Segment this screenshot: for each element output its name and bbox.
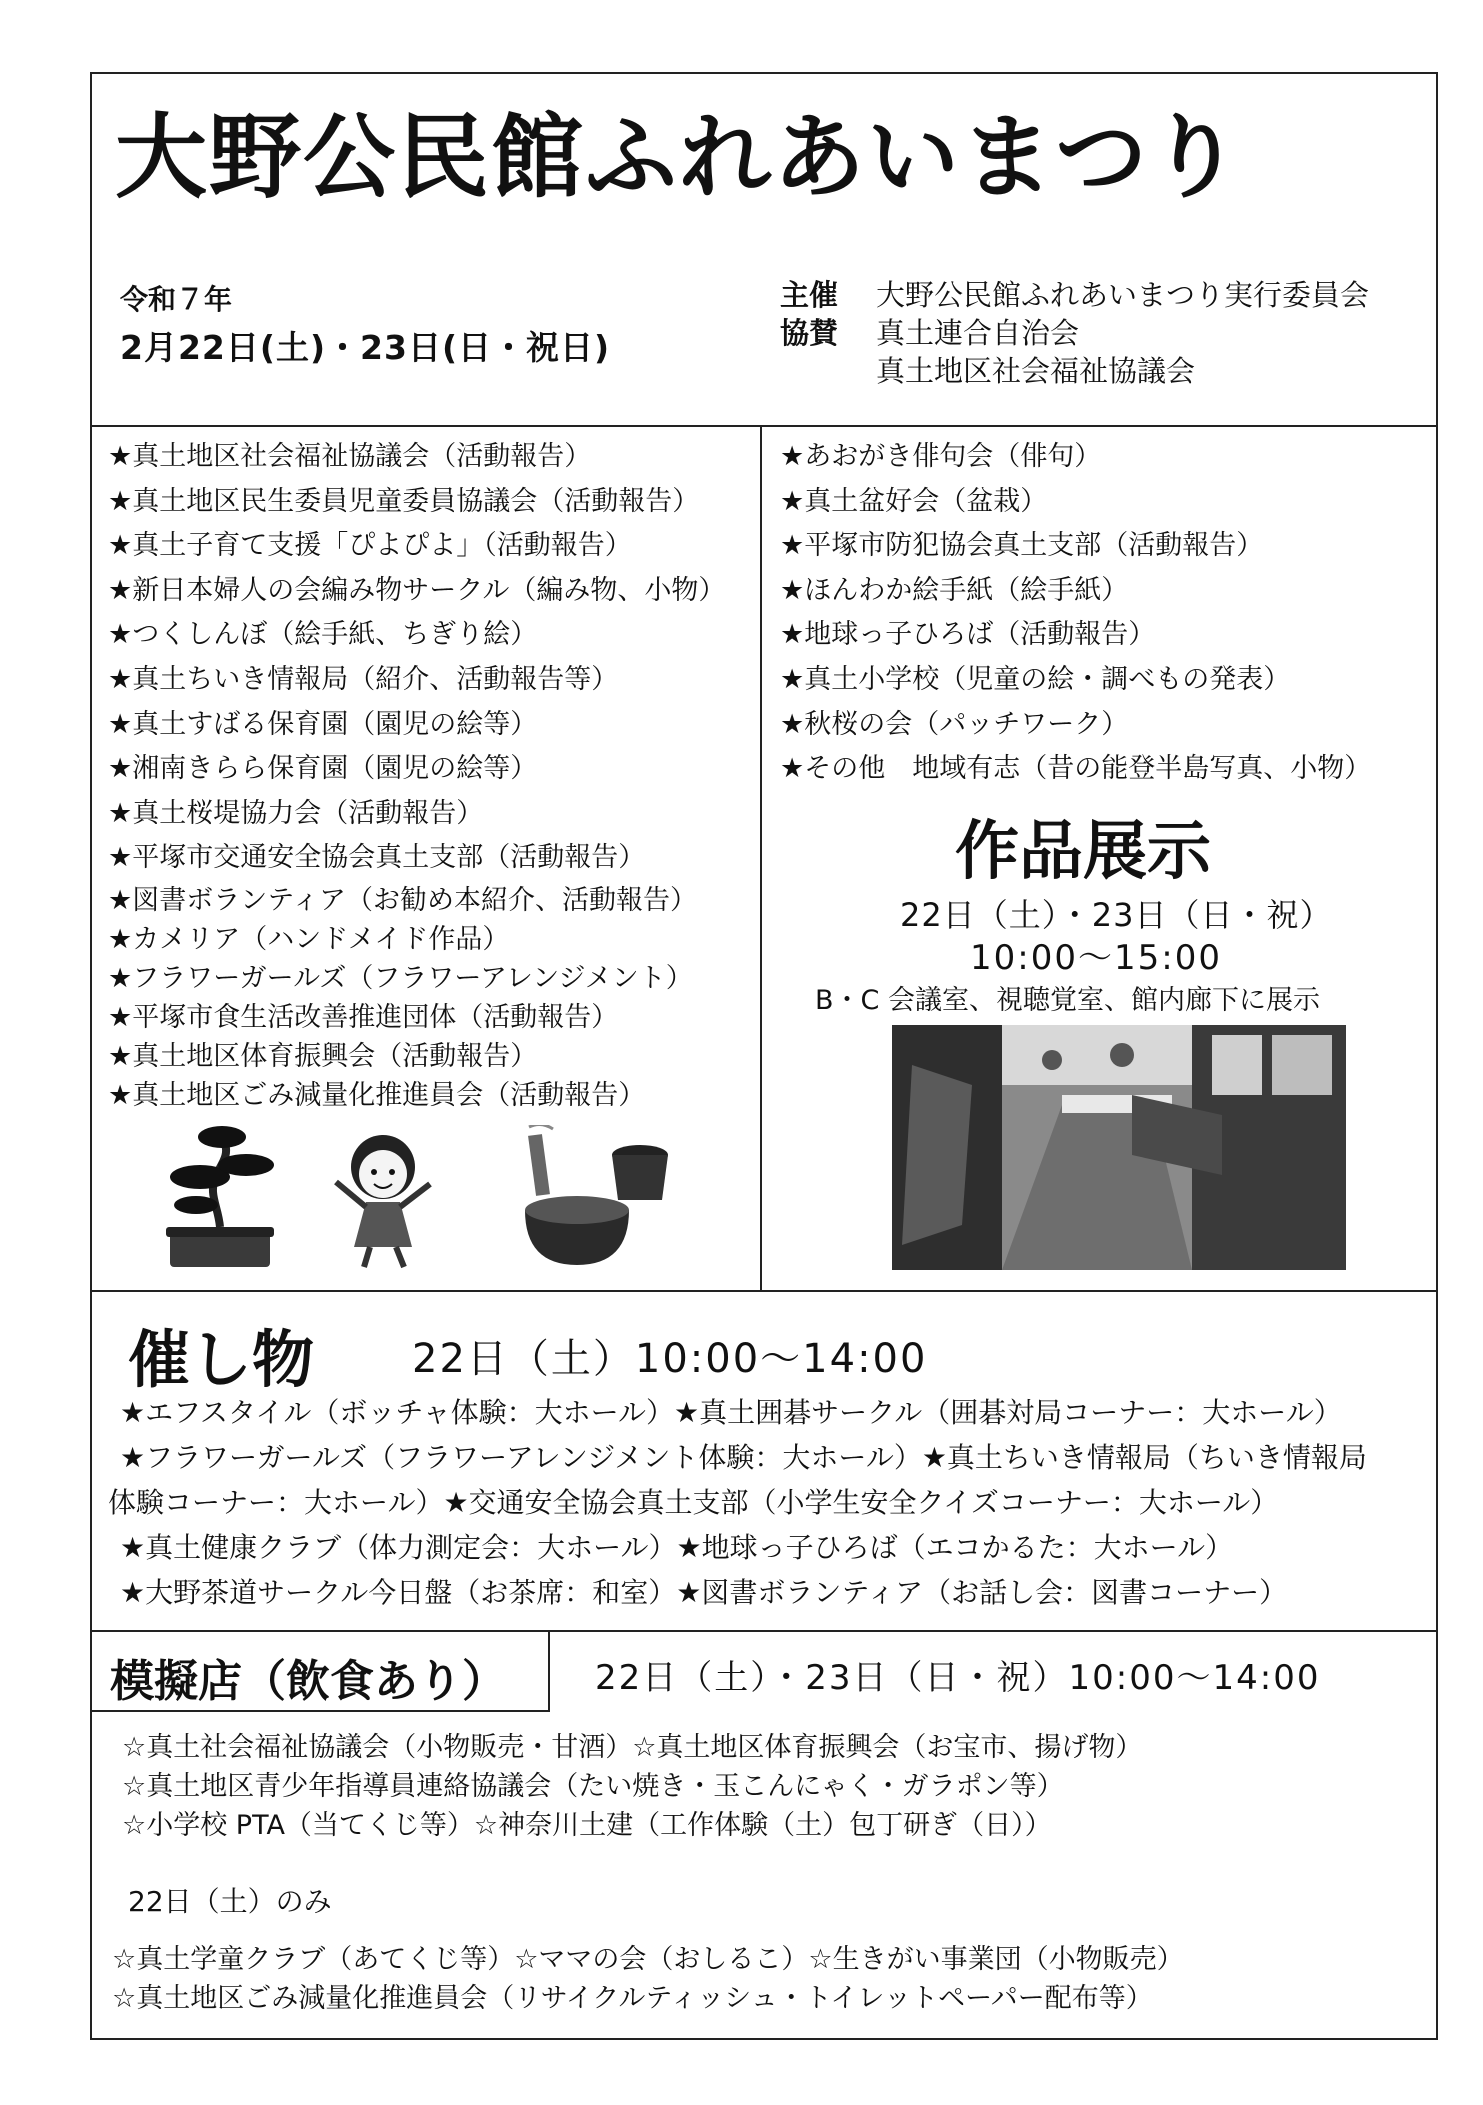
exhibition-photo [892,1025,1346,1270]
list-item: ★つくしんぼ（絵手紙、ちぎり絵） [108,619,538,651]
organizer-value: 真土連合自治会 [876,316,1080,350]
event-year: 令和７年 [120,283,233,316]
list-item: ★真土子育て支援「ぴよぴよ」（活動報告） [108,530,632,562]
divider-exhibits [90,1290,1438,1292]
list-item: ★地球っ子ひろば（活動報告） [780,619,1156,651]
event-dates: 2月22日(土)・23日(日・祝日) [120,328,611,367]
exhibition-dates: 22日（土）・23日（日・祝） [900,896,1333,934]
list-item: ★真土すばる保育園（園児の絵等） [108,708,538,740]
list-item: ☆小学校 PTA（当てくじ等）☆神奈川土建（工作体験（土）包丁研ぎ（日）） [122,1810,1052,1841]
list-item: ★真土地区体育振興会（活動報告） [108,1040,538,1072]
exhibit-list-left [108,435,725,1115]
list-item: ★新日本婦人の会編み物サークル（編み物、小物） [108,574,726,606]
list-item: ★真土地区ごみ減量化推進員会（活動報告） [108,1079,646,1111]
list-item: ★湘南きらら保育園（園児の絵等） [108,753,538,785]
organizer-row [780,276,1369,314]
list-item: ★あおがき俳句会（俳句） [780,441,1102,472]
list-item: ★ほんわか絵手紙（絵手紙） [780,574,1129,606]
list-item: ★その他 地域有志（昔の能登半島写真、小物） [780,753,1372,785]
list-item: ★真土ちいき情報局（紹介、活動報告等） [108,663,619,695]
exhibition-title: 作品展示 [955,815,1211,889]
shops-only-list [112,1940,1184,2018]
exhibition-place: B・C 会議室、視聴覚室、館内廊下に展示 [815,985,1320,1016]
list-item: ★真土地区社会福祉協議会（活動報告） [108,441,592,472]
list-item: ☆真土社会福祉協議会（小物販売・甘酒）☆真土地区体育振興会（お宝市、揚げ物） [122,1732,1143,1763]
list-item: ★真土健康クラブ（体力測定会：大ホール）★地球っ子ひろば（エコかるた：大ホール） [120,1531,1234,1564]
organizer-value: 真土地区社会福祉協議会 [876,354,1196,388]
list-item: ☆真土地区ごみ減量化推進員会（リサイクルティッシュ・トイレットペーパー配布等） [112,1983,1153,2014]
page-title: 大野公民館ふれあいまつり [115,104,1244,211]
organizer-key: 協賛 [780,316,839,350]
organizer-key: 主催 [780,278,839,312]
list-item: ★大野茶道サークル今日盤（お茶席：和室）★図書ボランティア（お話し会：図書コーナー） [120,1576,1288,1609]
list-item: ★真土桜堤協力会（活動報告） [108,797,484,829]
events-title: 催し物 [128,1323,315,1396]
organizers [780,276,1369,390]
list-item: ★秋桜の会（パッチワーク） [780,708,1129,740]
list-item: ★フラワーガールズ（フラワーアレンジメント） [108,962,693,994]
list-item: 体験コーナー：大ホール）★交通安全協会真土支部（小学生安全クイズコーナー：大ホール） [108,1486,1279,1519]
exhibition-time: 10:00〜15:00 [970,938,1222,978]
list-item: ★平塚市防犯協会真土支部（活動報告） [780,530,1264,562]
dancing-child-illustration [318,1122,448,1272]
tea-bowl-illustration [515,1125,675,1275]
organizer-row [780,352,1369,390]
list-item: ★エフスタイル（ボッチャ体験：大ホール）★真土囲碁サークル（囲碁対局コーナー：大ホール） [120,1396,1342,1429]
divider-columns [760,425,762,1290]
list-item: ★真土小学校（児童の絵・調べもの発表） [780,663,1291,695]
exhibit-list-right [780,435,1371,792]
shops-only-label: 22日（土）のみ [128,1885,332,1918]
list-item: ☆真土地区青少年指導員連絡協議会（たい焼き・玉こんにゃく・ガラポン等） [122,1771,1064,1802]
organizer-row [780,314,1369,352]
organizer-value: 大野公民館ふれあいまつり実行委員会 [876,278,1370,312]
shops-time: 22日（土）・23日（日・祝）10:00〜14:00 [595,1658,1321,1698]
list-item: ★真土地区民生委員児童委員協議会（活動報告） [108,485,700,517]
list-item: ★図書ボランティア（お勧め本紹介、活動報告） [108,884,698,916]
events-list [108,1390,1367,1615]
bonsai-illustration [160,1115,280,1275]
list-item: ★フラワーガールズ（フラワーアレンジメント体験：大ホール）★真土ちいき情報局（ちいき情報局 [120,1441,1367,1474]
list-item: ★平塚市食生活改善推進団体（活動報告） [108,1001,619,1033]
list-item: ★真土盆好会（盆栽） [780,485,1048,517]
organizer-key [780,352,876,390]
list-item: ★平塚市交通安全協会真土支部（活動報告） [108,842,646,874]
list-item: ☆真土学童クラブ（あてくじ等）☆ママの会（おしるこ）☆生きがい事業団（小物販売） [112,1944,1184,1975]
divider-header [90,425,1438,427]
shops-list [122,1728,1142,1845]
list-item: ★カメリア（ハンドメイド作品） [108,923,510,955]
events-time: 22日（土）10:00〜14:00 [412,1336,928,1382]
shops-title: 模擬店（飲食あり） [110,1656,506,1707]
